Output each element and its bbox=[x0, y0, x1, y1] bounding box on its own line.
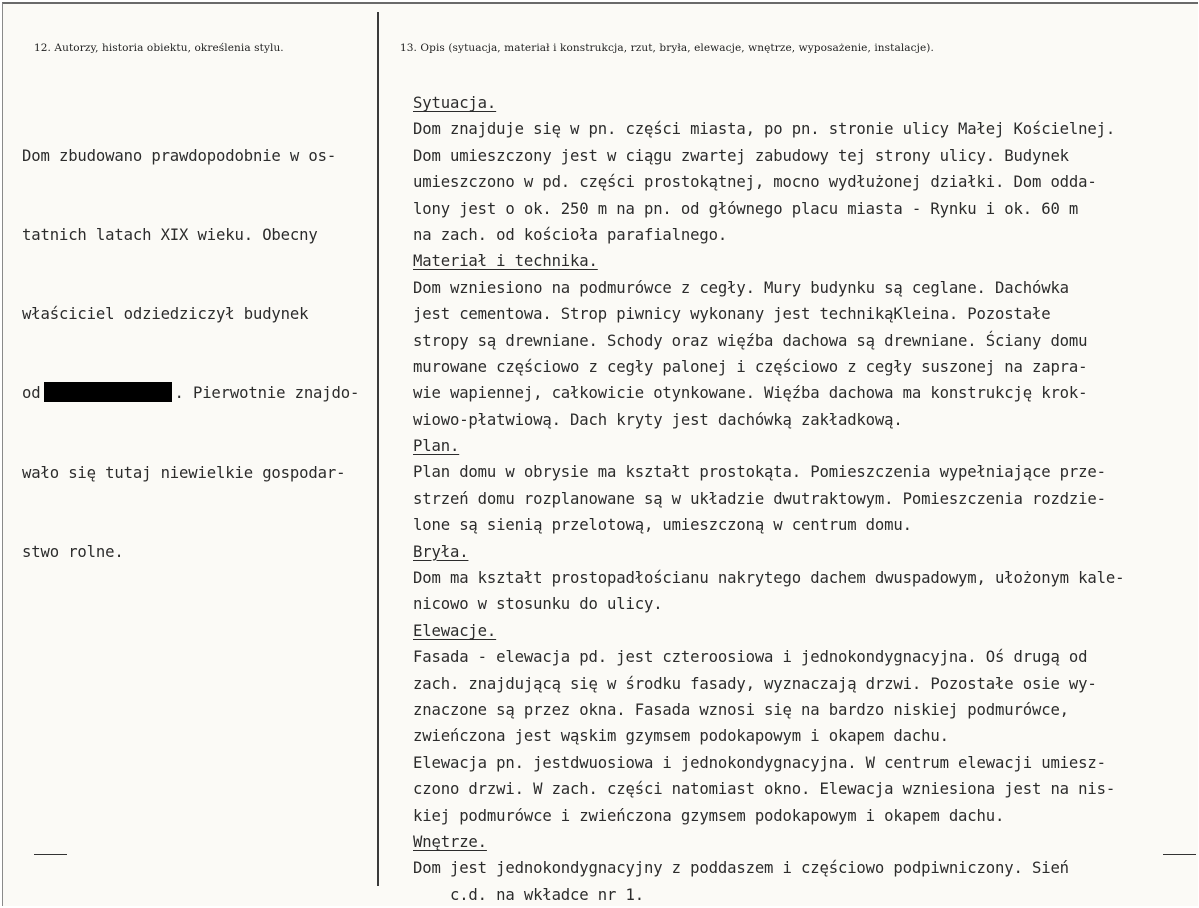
description-line: zach. znajdującą się w środku fasady, wyznaczają drzwi. Pozostałe osie wy- bbox=[413, 674, 1097, 693]
document-sheet bbox=[2, 2, 1198, 906]
history-line: wało się tutaj niewielkie gospodar- bbox=[22, 463, 346, 482]
history-line: tatnich latach XIX wieku. Obecny bbox=[22, 226, 318, 245]
redaction-block bbox=[44, 382, 172, 402]
description-line: lony jest o ok. 250 m na pn. od głównego placu miasta - Rynku i ok. 60 m bbox=[413, 199, 1079, 218]
section-12-header: 12. Autorzy, historia obiektu, określenia stylu. bbox=[34, 42, 284, 54]
history-text bbox=[22, 90, 372, 618]
history-line: właściciel odziedziczył budynek bbox=[22, 305, 309, 324]
description-line: Dom ma kształt prostopadłościanu nakrytego dachem dwuspadowym, ułożonym kale- bbox=[413, 569, 1125, 588]
description-line: lone są sienią przelotową, umieszczoną w centrum domu. bbox=[413, 516, 912, 535]
description-line: Dom wzniesiono na podmurówce z cegły. Mury budynku są ceglane. Dachówka bbox=[413, 278, 1069, 297]
description-line: c.d. na wkładce nr 1. bbox=[413, 885, 644, 904]
section-heading: Plan. bbox=[413, 437, 460, 456]
footer-dash-left bbox=[34, 854, 67, 855]
description-line: Fasada - elewacja pd. jest czteroosiowa i jednokondygnacyjna. Oś drugą od bbox=[413, 648, 1088, 667]
description-line: Dom umieszczony jest w ciągu zwartej zabudowy tej strony ulicy. Budynek bbox=[413, 146, 1069, 165]
section-heading: Bryła. bbox=[413, 542, 469, 561]
description-line: Elewacja pn. jestdwuosiowa i jednokondygnacyjna. W centrum elewacji umiesz- bbox=[413, 753, 1106, 772]
description-line: stropy są drewniane. Schody oraz więźba dachowa są drewniane. Ściany domu bbox=[413, 331, 1088, 350]
description-line: Dom znajduje się w pn. części miasta, po pn. stronie ulicy Małej Kościelnej. bbox=[413, 120, 1116, 139]
section-13-header: 13. Opis (sytuacja, materiał i konstrukcja, rzut, bryła, elewacje, wnętrze, wyposażenie, instalacje). bbox=[400, 42, 934, 54]
description-line: czono drzwi. W zach. części natomiast okno. Elewacja wzniesiona jest na nis- bbox=[413, 780, 1116, 799]
history-line-redacted bbox=[22, 380, 372, 406]
description-line: murowane częściowo z cegły palonej i częściowo z cegły suszonej na zapra- bbox=[413, 357, 1088, 376]
description-text bbox=[413, 90, 1193, 908]
redacted-suffix: . Pierwotnie znajdo- bbox=[174, 384, 360, 403]
description-line: na zach. od kościoła parafialnego. bbox=[413, 225, 728, 244]
description-line: zwieńczona jest wąskim gzymsem podokapowym i okapem dachu. bbox=[413, 727, 949, 746]
column-divider bbox=[377, 12, 379, 886]
description-line: wie wapiennej, całkowicie otynkowane. Więźba dachowa ma konstrukcję krok- bbox=[413, 384, 1088, 403]
section-heading: Sytuacja. bbox=[413, 94, 497, 112]
history-line: stwo rolne. bbox=[22, 542, 124, 561]
description-line: nicowo w stosunku do ulicy. bbox=[413, 595, 663, 614]
description-line: strzeń domu rozplanowane są w układzie dwutraktowym. Pomieszczenia rozdzie- bbox=[413, 489, 1106, 508]
footer-dash-right bbox=[1163, 854, 1196, 855]
description-line: Plan domu w obrysie ma kształt prostokąta. Pomieszczenia wypełniające prze- bbox=[413, 463, 1106, 482]
section-heading: Elewacje. bbox=[413, 621, 497, 640]
description-line: jest cementowa. Strop piwnicy wykonany jest technikąKleina. Pozostałe bbox=[413, 305, 1051, 324]
history-line: Dom zbudowano prawdopodobnie w os- bbox=[22, 146, 337, 165]
description-line: kiej podmurówce i zwieńczona gzymsem podokapowym i okapem dachu. bbox=[413, 806, 1005, 825]
description-line: Dom jest jednokondygnacyjny z poddaszem i częściowo podpiwniczony. Sień bbox=[413, 859, 1069, 878]
description-line: wiowo-płatwiową. Dach kryty jest dachówką zakładkową. bbox=[413, 410, 903, 429]
section-heading: Wnętrze. bbox=[413, 832, 487, 851]
section-heading: Materiał i technika. bbox=[413, 252, 598, 271]
description-line: znaczone są przez okna. Fasada wznosi się na bardzo niskiej podmurówce, bbox=[413, 700, 1069, 719]
description-line: umieszczono w pd. części prostokątnej, mocno wydłużonej działki. Dom odda- bbox=[413, 173, 1097, 192]
redacted-prefix: od bbox=[22, 384, 41, 403]
